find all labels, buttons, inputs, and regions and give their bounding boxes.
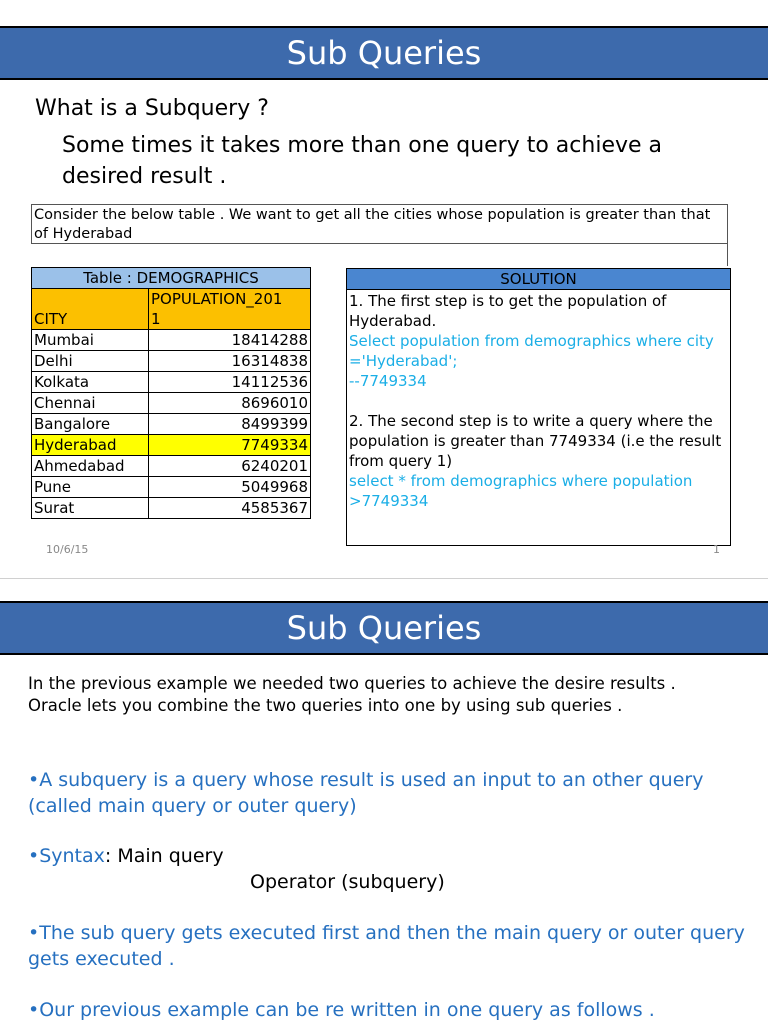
table-row: [32, 414, 311, 435]
cell-population: 14112536: [149, 372, 311, 393]
cell-city: Mumbai: [32, 330, 149, 351]
consider-box: Consider the below table . We want to get all the cities whose population is greater than that of Hyderabad: [31, 204, 728, 244]
table-row: [32, 477, 311, 498]
intro-text: Some times it takes more than one query to achieve a desired result .: [62, 133, 663, 189]
solution-query-1: Select population from demographics where city ='Hyderabad';: [349, 332, 714, 370]
demographics-table: [31, 267, 311, 519]
table-header-row: [32, 289, 311, 330]
bullet-rewrite: •Our previous example can be re written in one query as follows .: [28, 999, 655, 1021]
cell-population: 8696010: [149, 393, 311, 414]
header-city: CITY: [32, 289, 149, 330]
cell-city: Bangalore: [32, 414, 149, 435]
syntax-label: •Syntax: [28, 845, 105, 867]
cell-population: 18414288: [149, 330, 311, 351]
table-row: [32, 351, 311, 372]
cell-population: 8499399: [149, 414, 311, 435]
cell-population: 5049968: [149, 477, 311, 498]
cell-city: Ahmedabad: [32, 456, 149, 477]
table-row: [32, 372, 311, 393]
paragraph-block: [28, 673, 738, 717]
question-heading: What is a Subquery ?: [35, 96, 269, 121]
cell-population: 7749334: [149, 435, 311, 456]
cell-population: 16314838: [149, 351, 311, 372]
cell-city: Pune: [32, 477, 149, 498]
cell-city: Kolkata: [32, 372, 149, 393]
syntax-main-query: : Main query: [104, 845, 224, 867]
table-row: [32, 456, 311, 477]
footer-page-number: 1: [713, 543, 720, 556]
solution-step-1: 1. The first step is to get the population of Hyderabad.: [349, 292, 667, 330]
cell-population: 6240201: [149, 456, 311, 477]
paragraph-2: Oracle lets you combine the two queries into one by using sub queries .: [28, 696, 623, 715]
bullet-execution-order: •The sub query gets executed first and then the main query or outer query gets executed .: [28, 922, 745, 970]
slide-2: [0, 578, 768, 1025]
solution-query-2: select * from demographics where population >7749334: [349, 472, 693, 510]
solution-step-2: 2. The second step is to write a query where the population is greater than 7749334 (i.e the result from query 1): [349, 412, 722, 470]
table-caption: Table : DEMOGRAPHICS: [32, 268, 311, 289]
slide-title: Sub Queries: [0, 26, 768, 80]
table-row: [32, 393, 311, 414]
slide-title-2: Sub Queries: [0, 601, 768, 655]
syntax-operator: Operator (subquery): [250, 871, 445, 893]
cell-city: Delhi: [32, 351, 149, 372]
cell-city: Surat: [32, 498, 149, 519]
table-row: [32, 435, 311, 456]
box-divider: [727, 244, 728, 266]
footer-date: 10/6/15: [46, 543, 89, 556]
solution-header: SOLUTION: [347, 269, 730, 290]
solution-result-1: --7749334: [349, 372, 427, 390]
bullet-syntax: [28, 843, 748, 869]
cell-city: Chennai: [32, 393, 149, 414]
paragraph-1: In the previous example we needed two queries to achieve the desire results .: [28, 674, 676, 693]
table-caption-row: [32, 268, 311, 289]
header-population: POPULATION_201 1: [149, 289, 311, 330]
table-row: [32, 330, 311, 351]
cell-city: Hyderabad: [32, 435, 149, 456]
solution-body: [347, 290, 730, 512]
solution-box: [346, 268, 731, 546]
table-row: [32, 498, 311, 519]
spacer: [349, 391, 728, 411]
cell-population: 4585367: [149, 498, 311, 519]
bullet-subquery-definition: •A subquery is a query whose result is used an input to an other query (called main query or outer query): [28, 769, 704, 817]
